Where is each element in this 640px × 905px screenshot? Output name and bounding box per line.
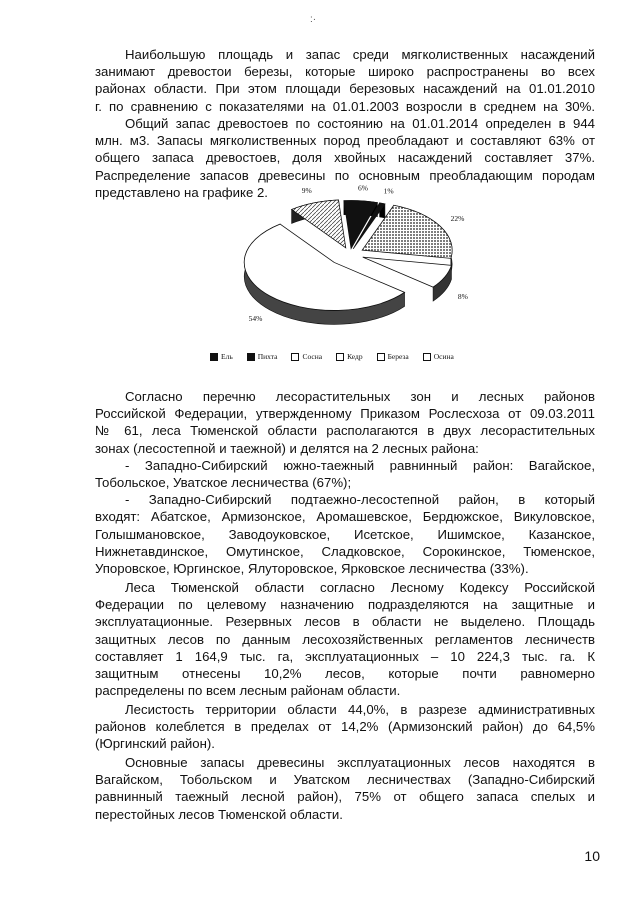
text-line: Основные запасы древесины эксплуатационных лесов находятся в bbox=[125, 755, 595, 770]
text-line: равнинный таежный лесной район), 75% от общего запаса спелых и bbox=[95, 789, 595, 805]
paragraph-2 bbox=[95, 115, 595, 201]
paragraph-1 bbox=[95, 46, 595, 115]
chart-legend bbox=[210, 352, 454, 361]
text-line: № 61, леса Тюменской области располагаются в двух лесорастительных bbox=[95, 423, 595, 439]
legend-item bbox=[423, 352, 454, 361]
text-line: Распределение запасов древесины по основным преобладающим породам bbox=[95, 167, 595, 183]
legend-swatch bbox=[336, 353, 344, 361]
text-line: зонах (лесостепной и таежной) и делятся на 2 лесных района: bbox=[95, 440, 479, 456]
text-line: защитным отнесены 10,2% лесов, которые почти равномерно bbox=[95, 666, 595, 682]
text-line: Нижнетавдинское, Омутинское, Сладковское, Сорокинское, Тюменское, bbox=[95, 543, 595, 559]
text-line: районов колеблется в пределах от 14,2% (Армизонский район) до 64,5% bbox=[95, 719, 595, 735]
legend-label: Ель bbox=[221, 352, 233, 361]
legend-label: Сосна bbox=[302, 352, 323, 361]
page-number: 10 bbox=[584, 848, 600, 864]
pie-label-Ель: 6% bbox=[357, 183, 368, 193]
text-line: Леса Тюменской области согласно Лесному Кодексу Российской bbox=[125, 580, 595, 595]
text-line: входят: Абатское, Армизонское, Аромашевское, Бердюжское, Викуловское, bbox=[95, 509, 595, 525]
legend-swatch bbox=[377, 353, 385, 361]
text-line: Согласно перечню лесорастительных зон и лесных районов bbox=[125, 389, 595, 404]
legend-item bbox=[291, 352, 322, 361]
legend-swatch bbox=[210, 353, 218, 361]
pie-label-Осина: 8% bbox=[457, 292, 468, 302]
legend-swatch bbox=[247, 353, 255, 361]
legend-item bbox=[336, 352, 363, 361]
text-line: защитных лесов по данным лесохозяйственных регламентов лесничеств bbox=[95, 631, 595, 647]
legend-item bbox=[210, 352, 233, 361]
legend-label: Кедр bbox=[347, 352, 363, 361]
text-line: г. по сравнению с показателями на 01.01.2003 возросли в среднем на 30%. bbox=[95, 98, 595, 114]
scan-mark: :· bbox=[310, 14, 317, 25]
pie-label-Сосна: 54% bbox=[248, 314, 263, 324]
text-line: эксплуатационные. Резервных лесов в области не выделено. Площадь bbox=[95, 614, 595, 630]
legend-item bbox=[377, 352, 409, 361]
pie-chart bbox=[200, 183, 500, 342]
paragraph-3 bbox=[95, 388, 595, 577]
text-line: Федерации по целевому назначению подразделяются на защитные и bbox=[95, 597, 595, 613]
text-line: Вагайском, Тобольском и Уватском лесничествах (Западно-Сибирский bbox=[95, 772, 595, 788]
legend-label: Осина bbox=[433, 352, 454, 361]
text-line: составляет 1 164,9 тыс. га, эксплуатационных – 10 224,3 тыс. га. К bbox=[95, 648, 595, 664]
legend-label: Береза bbox=[387, 352, 409, 361]
text-line: Российской Федерации, утвержденному Приказом Рослесхоза от 09.03.2011 bbox=[95, 406, 595, 422]
legend-swatch bbox=[291, 353, 299, 361]
paragraph-6 bbox=[95, 754, 595, 823]
text-line: млн. м3. Запасы мягколиственных пород преобладают и составляют 63% от bbox=[95, 133, 595, 149]
text-line: перестойных лесов Тюменской области. bbox=[95, 806, 343, 822]
pie-label-Береза: 22% bbox=[450, 214, 465, 224]
text-line: районах области. При этом площади березовых насаждений на 01.01.2010 bbox=[95, 81, 595, 97]
text-line: Тобольское, Уватское лесничества (67%); bbox=[95, 475, 352, 491]
text-line: распределены по всем лесным районам области. bbox=[95, 683, 401, 699]
text-line: общего запаса древостоев, доля хвойных насаждений составляет 37%. bbox=[95, 150, 595, 166]
text-line: Лесистость территории области 44,0%, в разрезе административных bbox=[125, 702, 595, 717]
paragraph-4 bbox=[95, 579, 595, 699]
pie-label-Кедр: 9% bbox=[301, 186, 312, 196]
paragraph-5 bbox=[95, 701, 595, 753]
text-line: занимают древостои березы, которые широко распространены во всех bbox=[95, 64, 595, 80]
pie-label-Пихта: 1% bbox=[383, 186, 394, 196]
legend-swatch bbox=[423, 353, 431, 361]
text-line: Голышмановское, Заводоуковское, Исетское, Ишимское, Казанское, bbox=[95, 526, 595, 542]
text-line: - Западно-Сибирский южно-таежный равнинный район: Вагайское, bbox=[125, 457, 595, 473]
text-line: (Юргинский район). bbox=[95, 736, 215, 752]
text-line: - Западно-Сибирский подтаежно-лесостепной район, в который bbox=[125, 492, 595, 508]
text-line: представлено на графике 2. bbox=[95, 184, 268, 200]
legend-item bbox=[247, 352, 278, 361]
legend-label: Пихта bbox=[257, 352, 278, 361]
text-line: Упоровское, Юргинское, Ялуторовское, Ярковское лесничества (33%). bbox=[95, 561, 529, 577]
text-line: Общий запас древостоев по состоянию на 01.01.2014 определен в 944 bbox=[125, 116, 595, 131]
text-line: Наибольшую площадь и запас среди мягколиственных насаждений bbox=[125, 47, 595, 62]
